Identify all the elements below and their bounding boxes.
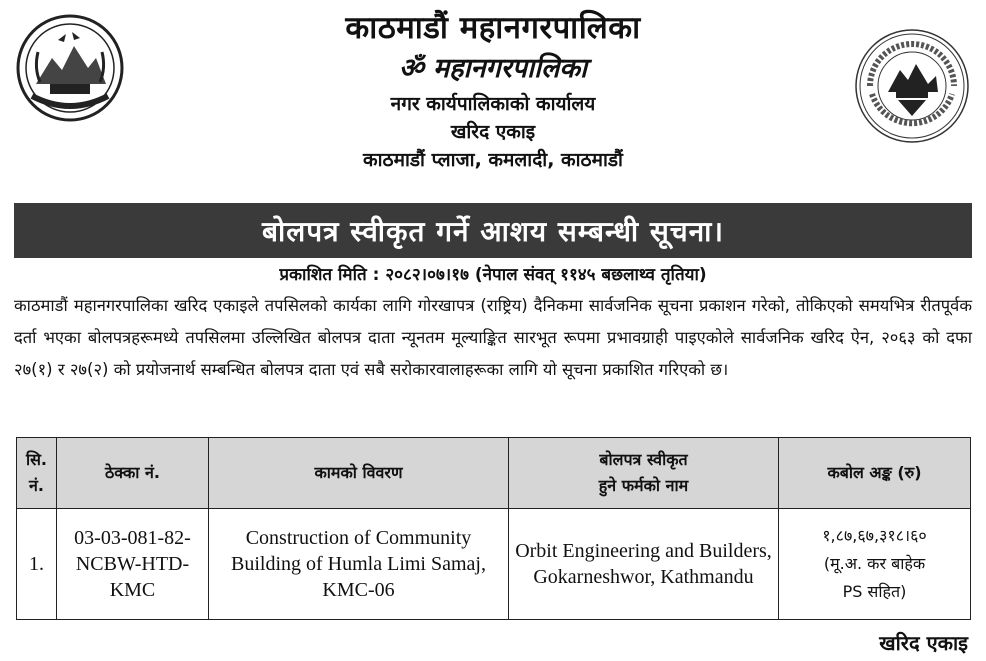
cell-serial-number: 1.	[17, 509, 57, 620]
signoff: खरिद एकाइ	[879, 631, 968, 655]
notice-heading	[14, 203, 972, 258]
table-header-row	[17, 438, 971, 509]
published-date: प्रकाशित मिति : २०८२।०७।१७ (नेपाल संवत् ११४५ बछलाथ्व तृतिया)	[279, 265, 707, 285]
header-description: कामको विवरण	[209, 438, 509, 509]
kmc-seal-icon	[852, 26, 972, 146]
unit-name: खरिद एकाइ	[450, 121, 536, 143]
nepal-emblem-icon	[14, 12, 126, 124]
cell-contract-number: 03-03-081-82- NCBW-HTD- KMC	[57, 509, 209, 620]
cell-firm-name: Orbit Engineering and Builders, Gokarneshwor, Kathmandu	[509, 509, 779, 620]
notice-body: काठमाडौं महानगरपालिका खरिद एकाइले तपसिलको कार्यका लागि गोरखापत्र (राष्ट्रिय) दैनिकमा सार्वजनिक सूचना प्रकाशन गरेको, तोकिएको समयभित्र रीतपूर्वक दर्ता भएका बोलपत्रहरूमध्ये तपसिलमा उल्लिखित बोलपत्र दाता न्यूनतम मूल्याङ्कित सारभूत रूपमा प्रभावग्राही पाइएकोले सार्वजनिक खरिद ऐन, २०६३ को दफा २७(१) र २७(२) को प्रयोजनार्थ सम्बन्धित बोलपत्र दाता एवं सबै सरोकारवालाहरूका लागि यो सूचना प्रकाशित गरिएको छ।	[14, 296, 972, 379]
header-serial-number: सि. नं.	[17, 438, 57, 509]
organization-calligraphy: ॐ महानगरपालिका	[398, 53, 588, 84]
table-row	[17, 509, 971, 620]
header-firm-name: बोलपत्र स्वीकृत हुने फर्मको नाम	[509, 438, 779, 509]
header-bid-amount: कबोल अङ्क (रु)	[779, 438, 971, 509]
office-name: नगर कार्यपालिकाको कार्यालय	[390, 93, 596, 115]
letterhead	[150, 8, 836, 174]
cell-description: Construction of Community Building of Humla Limi Samaj, KMC-06	[209, 509, 509, 620]
organization-title: काठमाडौं महानगरपालिका	[345, 10, 641, 46]
office-address: काठमाडौं प्लाजा, कमलादी, काठमाडौं	[363, 149, 623, 171]
tender-table	[16, 437, 971, 620]
cell-bid-amount: १,८७,६७,३१८।६० (मू.अ. कर बाहेक PS सहित)	[779, 509, 971, 620]
notice-heading-text: बोलपत्र स्वीकृत गर्ने आशय सम्बन्धी सूचना।	[261, 214, 725, 248]
header-contract-number: ठेक्का नं.	[57, 438, 209, 509]
